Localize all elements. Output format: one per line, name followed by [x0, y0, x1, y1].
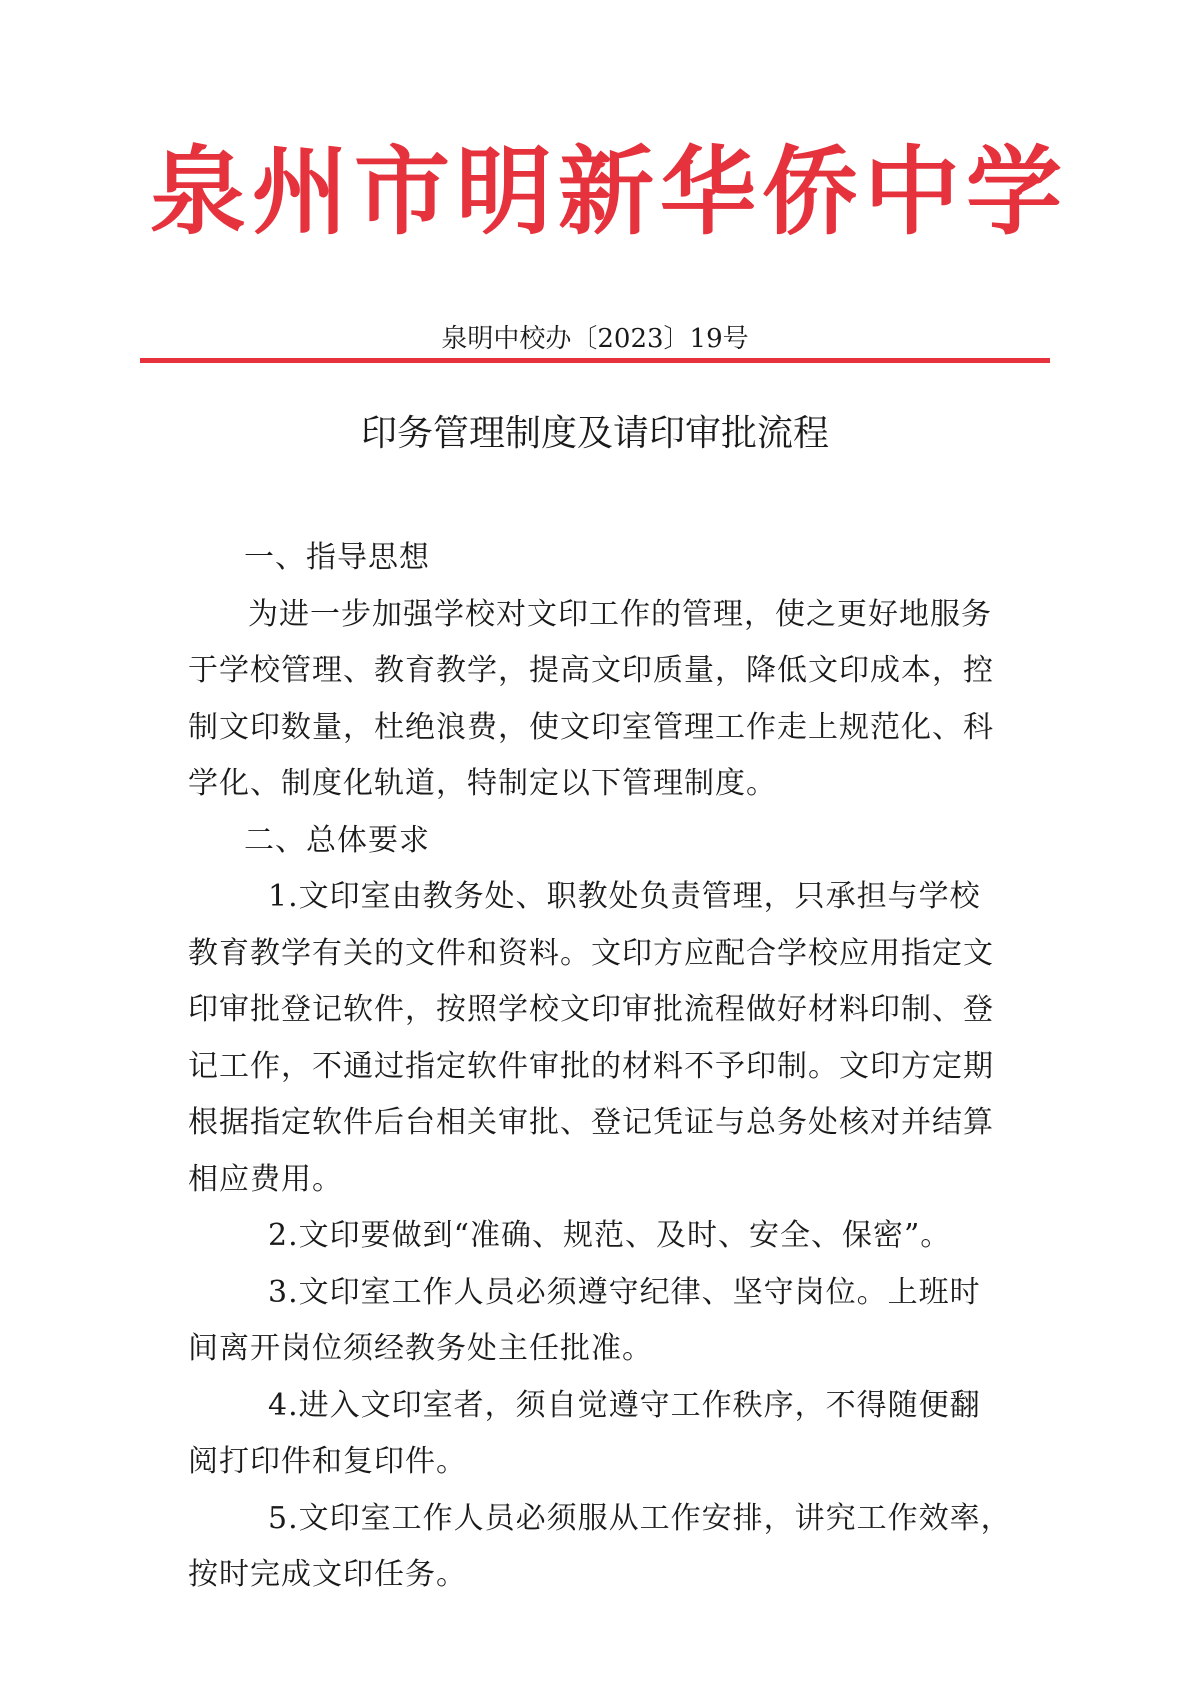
paragraph-line: 1.文印室由教务处、职教处负责管理，只承担与学校	[268, 879, 981, 914]
paragraph-line: 制文印数量，杜绝浪费，使文印室管理工作走上规范化、科	[188, 709, 994, 745]
paragraph-line: 学化、制度化轨道，特制定以下管理制度。	[188, 766, 777, 801]
section-heading: 二、总体要求	[244, 822, 430, 858]
paragraph-line: 相应费用。	[188, 1161, 343, 1197]
paragraph-line: 于学校管理、教育教学，提高文印质量，降低文印成本，控	[188, 653, 994, 688]
paragraph-line: 3.文印室工作人员必须遵守纪律、坚守岗位。上班时	[268, 1274, 981, 1310]
issuing-organization-header: 泉州市明新华侨中学	[150, 136, 1068, 248]
paragraph-line: 5.文印室工作人员必须服从工作安排，讲究工作效率，	[268, 1500, 1012, 1536]
document-number: 泉明中校办〔2023〕19号	[441, 324, 749, 354]
paragraph-line: 印审批登记软件，按照学校文印审批流程做好材料印制、登	[188, 992, 994, 1027]
paragraph-line: 4.进入文印室者，须自觉遵守工作秩序，不得随便翻	[268, 1387, 981, 1423]
paragraph-line: 根据指定软件后台相关审批、登记凭证与总务处核对并结算	[188, 1105, 994, 1140]
paragraph-line: 教育教学有关的文件和资料。文印方应配合学校应用指定文	[188, 935, 994, 971]
red-divider-line	[140, 358, 1050, 363]
document-body	[188, 530, 1013, 1604]
section-heading: 一、指导思想	[244, 540, 430, 575]
paragraph-line: 阅打印件和复印件。	[188, 1444, 467, 1479]
paragraph-line: 2.文印要做到“准确、规范、及时、安全、保密”。	[268, 1218, 952, 1253]
paragraph-line: 为进一步加强学校对文印工作的管理，使之更好地服务	[248, 596, 992, 632]
paragraph-line: 间离开岗位须经教务处主任批准。	[188, 1331, 653, 1366]
paragraph-line: 按时完成文印任务。	[188, 1557, 467, 1592]
document-title: 印务管理制度及请印审批流程	[360, 413, 829, 454]
paragraph-line: 记工作，不通过指定软件审批的材料不予印制。文印方定期	[188, 1048, 994, 1084]
